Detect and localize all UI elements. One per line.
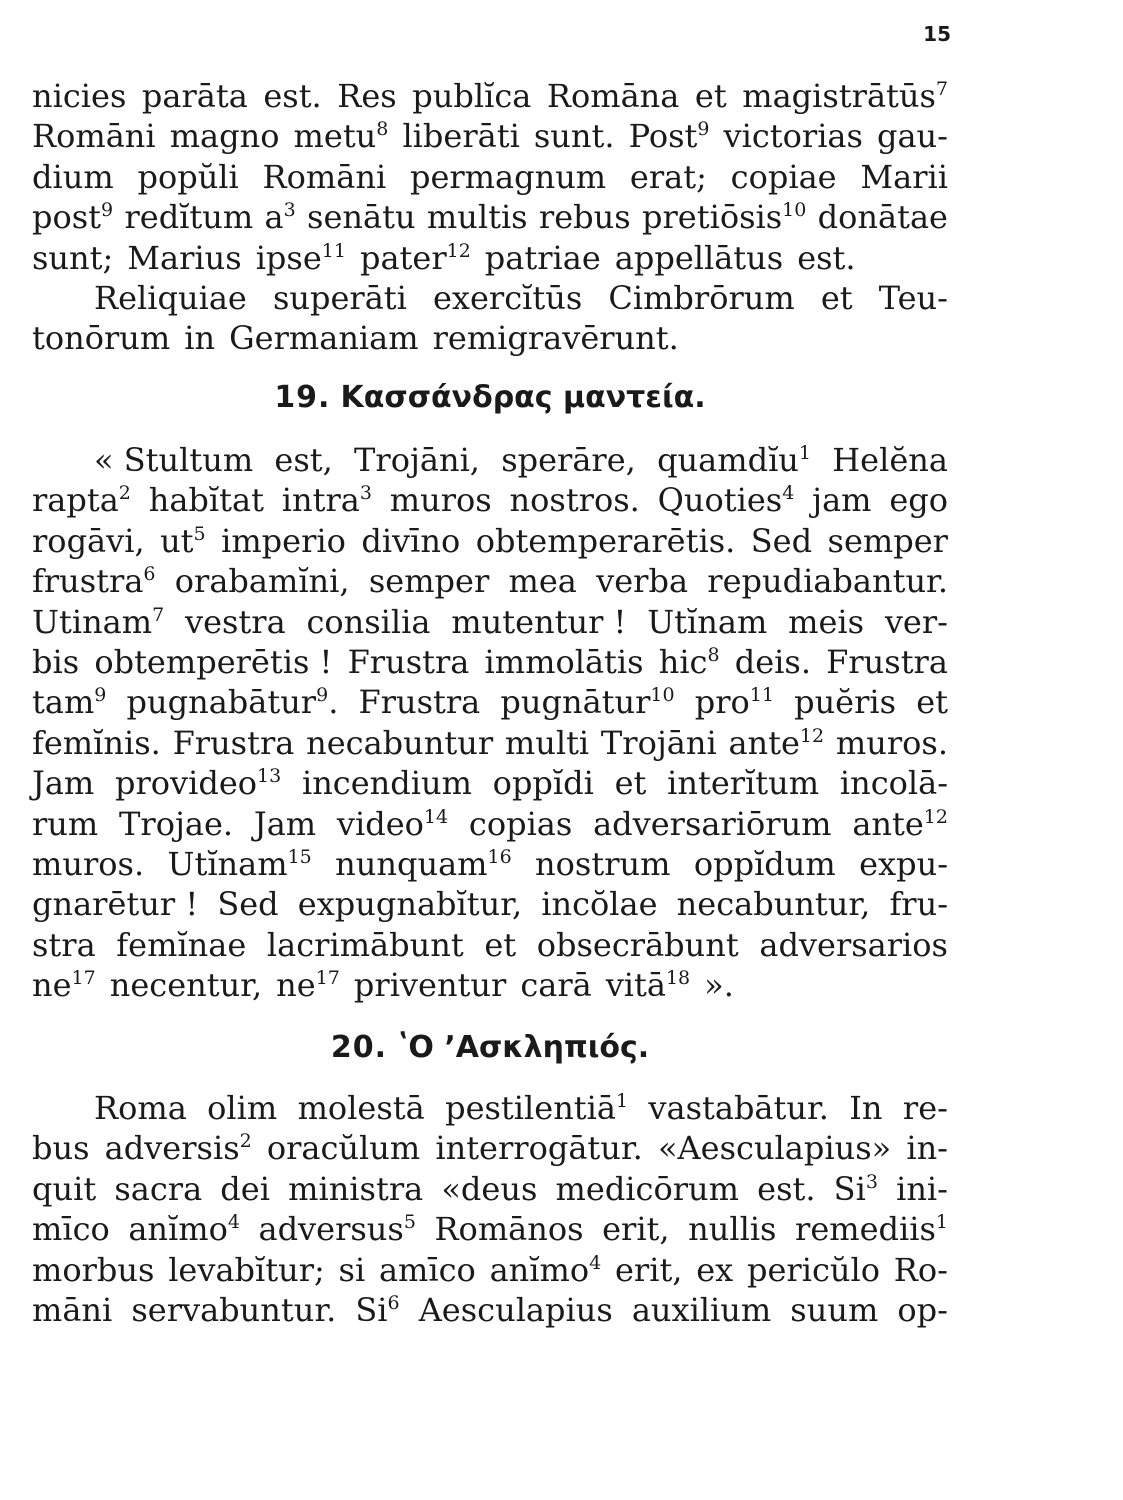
word: est, bbox=[274, 441, 333, 479]
text-line bbox=[32, 682, 948, 722]
text-line bbox=[32, 1250, 948, 1290]
word: muros. bbox=[32, 844, 145, 883]
word: semper bbox=[827, 521, 948, 560]
word: ex bbox=[696, 1250, 734, 1289]
word: intra$^3$ bbox=[281, 481, 372, 520]
word: re- bbox=[902, 1089, 948, 1127]
word: olim bbox=[207, 1089, 278, 1127]
footnote-marker: 10 bbox=[650, 684, 675, 707]
word: permagnum bbox=[409, 157, 607, 196]
footnote-marker: 5 bbox=[193, 522, 206, 545]
word: tam$^9$ bbox=[32, 683, 107, 722]
word: vastabātur. bbox=[648, 1089, 829, 1127]
footnote-marker: 17 bbox=[71, 967, 96, 990]
word: quamdĭu$^1$ bbox=[657, 441, 811, 479]
footnote-marker: 6 bbox=[387, 1291, 400, 1314]
word: imperio bbox=[221, 521, 346, 560]
word: Teu- bbox=[878, 279, 948, 317]
word: expugnabĭtur, bbox=[297, 885, 523, 924]
word: dium bbox=[32, 157, 114, 196]
word: suum bbox=[790, 1290, 879, 1329]
word: Ro- bbox=[893, 1250, 948, 1289]
word: ipse$^{11}$ bbox=[255, 238, 346, 277]
word: senātu bbox=[307, 198, 416, 237]
word: rapta$^2$ bbox=[32, 481, 131, 520]
word: victorias bbox=[723, 117, 863, 156]
word: molestā bbox=[297, 1089, 425, 1127]
word: superāti bbox=[272, 279, 407, 317]
word: Romāna bbox=[546, 77, 680, 115]
text-line bbox=[32, 116, 948, 156]
text-block-1 bbox=[32, 76, 948, 278]
word: incŏlae bbox=[541, 885, 658, 924]
text-line bbox=[32, 804, 948, 844]
word: magno bbox=[169, 117, 280, 156]
word: adversariōrum bbox=[593, 804, 832, 843]
word: puĕris bbox=[794, 683, 897, 722]
word: necabuntur bbox=[306, 723, 494, 762]
word: adversarios bbox=[759, 925, 948, 964]
word: oppĭdi bbox=[492, 764, 594, 803]
word: Sed bbox=[750, 521, 813, 560]
word: rum bbox=[32, 804, 99, 843]
word: Sed bbox=[217, 885, 279, 924]
section-heading-19 bbox=[32, 378, 948, 418]
word: ante$^{12}$ bbox=[728, 723, 825, 762]
word: servabuntur. bbox=[131, 1290, 337, 1329]
word: et bbox=[820, 279, 853, 317]
footnote-marker: 1 bbox=[798, 442, 811, 464]
word: oppĭdum bbox=[693, 844, 836, 883]
word: nostrum bbox=[535, 844, 671, 883]
word: tonōrum bbox=[32, 319, 171, 358]
word: video$^{14}$ bbox=[336, 804, 449, 843]
word: post$^9$ bbox=[32, 198, 114, 237]
word: Frustra bbox=[172, 723, 295, 762]
word: bis bbox=[32, 642, 80, 681]
word: metu$^8$ bbox=[293, 117, 389, 156]
text-block-3 bbox=[32, 1088, 948, 1330]
footnote-marker: 1 bbox=[935, 1211, 948, 1234]
word: morbus bbox=[32, 1250, 155, 1289]
word: Trojāni bbox=[600, 723, 717, 762]
section-title-20: ʽΟ ʼΑσκληπιός. bbox=[396, 1030, 650, 1065]
word: Marii bbox=[860, 157, 948, 196]
word: pro$^{11}$ bbox=[694, 683, 774, 722]
word: si bbox=[338, 1250, 366, 1289]
word: rogāvi, bbox=[32, 521, 145, 560]
footnote-marker: 3 bbox=[865, 1170, 878, 1193]
footnote-marker: 18 bbox=[665, 967, 691, 990]
word: necentur, bbox=[109, 966, 263, 1005]
word: stra bbox=[32, 925, 96, 964]
word: Utinam$^7$ bbox=[32, 602, 165, 641]
word: in- bbox=[906, 1129, 948, 1168]
word: copias bbox=[468, 804, 573, 843]
word: vestra bbox=[184, 602, 286, 641]
word: erat; bbox=[629, 157, 707, 196]
text-line bbox=[32, 844, 948, 884]
text-line bbox=[32, 238, 948, 278]
text-line bbox=[32, 1169, 948, 1209]
text-line bbox=[32, 602, 948, 642]
word: carā bbox=[520, 966, 592, 1005]
word: obsecrābunt bbox=[536, 925, 739, 964]
word: magistrātūs$^7$ bbox=[742, 77, 948, 115]
text-line bbox=[32, 440, 948, 480]
text-line bbox=[32, 763, 948, 803]
footnote-marker: 13 bbox=[257, 765, 282, 788]
word: consilia bbox=[306, 602, 431, 641]
word: Utĭnam bbox=[647, 602, 768, 641]
word: repudiabantur. bbox=[707, 562, 948, 601]
word: Trojae. bbox=[119, 804, 234, 843]
word: pater$^{12}$ bbox=[359, 238, 471, 277]
text-line bbox=[32, 278, 948, 318]
word: erit, bbox=[602, 1210, 670, 1249]
word: necabuntur, bbox=[676, 885, 871, 924]
footnote-marker: 12 bbox=[446, 239, 471, 262]
word: gnarētur ! bbox=[32, 885, 199, 924]
footnote-marker: 9 bbox=[101, 199, 114, 222]
page-number: 15 bbox=[923, 22, 951, 46]
word: erit, bbox=[614, 1250, 683, 1289]
word: levabĭtur; bbox=[168, 1250, 325, 1289]
text-line bbox=[32, 521, 948, 561]
footnote-marker: 10 bbox=[782, 199, 807, 222]
word: Post$^9$ bbox=[628, 117, 710, 156]
footnote-marker: 4 bbox=[227, 1211, 240, 1234]
text-line bbox=[32, 1128, 948, 1168]
footnote-marker: 12 bbox=[799, 724, 825, 747]
word: Si$^3$ bbox=[833, 1169, 878, 1208]
word: rebus bbox=[538, 198, 631, 237]
word: $ut^5$ bbox=[160, 521, 206, 560]
word: $ne^{17}$ bbox=[276, 966, 340, 1005]
word: verba bbox=[596, 562, 689, 601]
footnote-marker: 9 bbox=[316, 684, 329, 707]
word: $a^3$ bbox=[264, 198, 296, 237]
word: pretiōsis$^{10}$ bbox=[642, 198, 807, 237]
text-line bbox=[32, 1088, 948, 1128]
word: nullis bbox=[688, 1210, 777, 1249]
text-line bbox=[32, 1290, 948, 1330]
word: et bbox=[614, 764, 647, 803]
word: remediis$^1$ bbox=[795, 1210, 948, 1249]
word: quit bbox=[32, 1169, 97, 1208]
text-line bbox=[32, 197, 948, 237]
footnote-marker: 7 bbox=[935, 78, 948, 100]
word: amīco bbox=[378, 1250, 476, 1289]
word: interrogātur. bbox=[435, 1129, 643, 1168]
word: Si$^6$ bbox=[355, 1290, 400, 1329]
word: Jam bbox=[253, 804, 317, 843]
word: et bbox=[694, 77, 727, 115]
footnote-marker: 1 bbox=[615, 1090, 629, 1112]
word: anĭmo$^4$ bbox=[128, 1210, 240, 1249]
word: incendium bbox=[301, 764, 472, 803]
word: Frustra bbox=[347, 642, 470, 681]
word: Marius bbox=[127, 238, 242, 277]
word: Helĕna bbox=[832, 441, 948, 479]
word: et bbox=[484, 925, 517, 964]
footnote-marker: 3 bbox=[283, 199, 296, 222]
word: pugnabātur$^9$. bbox=[126, 683, 339, 722]
word: Romāni bbox=[262, 157, 387, 196]
word: Trojāni, bbox=[354, 441, 480, 479]
word: gau- bbox=[876, 117, 948, 156]
word: Frustra bbox=[826, 642, 948, 681]
word: femĭnae bbox=[116, 925, 247, 964]
text-block-1-paragraph-2 bbox=[32, 278, 948, 359]
word: semper bbox=[368, 562, 490, 601]
section-title-19: Κασσάνδρας μαντεία. bbox=[340, 380, 706, 415]
footnote-marker: 4 bbox=[589, 1251, 602, 1274]
word: redĭtum bbox=[124, 198, 254, 237]
word: adversus$^5$ bbox=[258, 1210, 416, 1249]
word: divīno bbox=[361, 521, 461, 560]
word: adversis$^2$ bbox=[104, 1129, 252, 1168]
footnote-marker: 2 bbox=[118, 482, 131, 505]
word: vitā$^{18}$ bbox=[605, 966, 691, 1005]
word: nicies bbox=[32, 77, 127, 115]
word: meis bbox=[788, 602, 865, 641]
word: appellātus bbox=[614, 238, 784, 277]
word: sunt. bbox=[533, 117, 615, 156]
word: Utĭnam$^{15}$ bbox=[167, 844, 312, 883]
word: op- bbox=[897, 1290, 948, 1329]
word: Germaniam bbox=[229, 319, 419, 358]
word: expu- bbox=[859, 844, 948, 883]
word: Reliquiae bbox=[94, 279, 247, 317]
word: orabamĭni, bbox=[174, 562, 350, 601]
word: est. bbox=[263, 77, 322, 115]
word: et bbox=[916, 683, 948, 722]
word: multis bbox=[426, 198, 528, 237]
word: $ne^{17}$ bbox=[32, 966, 96, 1005]
word: ». bbox=[704, 966, 734, 1005]
footnote-marker: 8 bbox=[707, 643, 720, 666]
word: ego bbox=[889, 481, 948, 520]
word: māni bbox=[32, 1290, 113, 1329]
word: provideo$^{13}$ bbox=[114, 764, 282, 803]
section-number-20: 20. bbox=[330, 1030, 387, 1065]
word: pericŭlo bbox=[746, 1250, 880, 1289]
footnote-marker: 11 bbox=[321, 239, 346, 262]
word: Quoties$^4$ bbox=[657, 481, 795, 520]
word: sperāre, bbox=[501, 441, 636, 479]
word: ini- bbox=[896, 1169, 948, 1208]
text-line bbox=[32, 480, 948, 520]
word: pestilentiā$^1$ bbox=[445, 1089, 629, 1127]
word: immolātis bbox=[484, 642, 644, 681]
word: patriae bbox=[484, 238, 601, 277]
word: obtemperarētis. bbox=[475, 521, 736, 560]
footnote-marker: 4 bbox=[782, 482, 795, 505]
word: muros bbox=[389, 481, 492, 520]
footnote-marker: 7 bbox=[152, 603, 165, 626]
word: mīco bbox=[32, 1210, 110, 1249]
word: «deus bbox=[441, 1169, 538, 1208]
section-number-19: 19. bbox=[274, 380, 331, 415]
word: est. bbox=[797, 238, 856, 277]
word: donātae bbox=[817, 198, 948, 237]
word: ante$^{12}$ bbox=[852, 804, 948, 843]
word: ver- bbox=[884, 602, 948, 641]
footnote-marker: 9 bbox=[94, 684, 107, 707]
footnote-marker: 8 bbox=[376, 118, 389, 141]
word: Res bbox=[337, 77, 397, 115]
text-line bbox=[32, 561, 948, 601]
word: fru- bbox=[889, 885, 948, 924]
word: ministra bbox=[288, 1169, 424, 1208]
footnote-marker: 9 bbox=[697, 118, 710, 141]
word: nunquam$^{16}$ bbox=[335, 844, 512, 883]
word: auxilium bbox=[631, 1290, 772, 1329]
word: publĭca bbox=[412, 77, 532, 115]
word: «Aesculapius» bbox=[657, 1129, 892, 1168]
footnote-marker: 11 bbox=[749, 684, 774, 707]
word: dei bbox=[220, 1169, 270, 1208]
footnote-marker: 14 bbox=[423, 805, 449, 828]
footnote-marker: 3 bbox=[359, 482, 372, 505]
word: muros. bbox=[835, 723, 948, 762]
word: jam bbox=[812, 481, 872, 520]
text-line bbox=[32, 884, 948, 924]
word: copiae bbox=[730, 157, 837, 196]
word: parāta bbox=[141, 77, 248, 115]
word: est. bbox=[757, 1169, 816, 1208]
word: Cimbrōrum bbox=[608, 279, 795, 317]
word: Frustra bbox=[358, 683, 481, 722]
word: priventur bbox=[353, 966, 507, 1005]
text-line bbox=[32, 318, 948, 358]
footnote-marker: 2 bbox=[239, 1130, 252, 1153]
word: In bbox=[849, 1089, 883, 1127]
word: lacrimābunt bbox=[266, 925, 464, 964]
word: exercĭtūs bbox=[432, 279, 583, 317]
word: interĭtum bbox=[667, 764, 820, 803]
word: femĭnis. bbox=[32, 723, 161, 762]
footnote-marker: 16 bbox=[487, 845, 512, 868]
word: oracŭlum bbox=[266, 1129, 421, 1168]
word: hic$^8$ bbox=[658, 642, 720, 681]
word: obtemperētis ! bbox=[94, 642, 333, 681]
footnote-marker: 12 bbox=[923, 805, 948, 828]
text-line bbox=[32, 157, 948, 197]
text-line bbox=[32, 642, 948, 682]
text-line bbox=[32, 925, 948, 965]
word: popŭli bbox=[137, 157, 239, 196]
word: Romāni bbox=[32, 117, 156, 156]
word: medicōrum bbox=[555, 1169, 739, 1208]
footnote-marker: 17 bbox=[315, 967, 340, 990]
word: pugnātur$^{10}$ bbox=[500, 683, 675, 722]
footnote-marker: 6 bbox=[143, 563, 156, 586]
text-block-2 bbox=[32, 440, 948, 1005]
word: sunt; bbox=[32, 238, 114, 277]
word: mea bbox=[508, 562, 577, 601]
word: Romānos bbox=[434, 1210, 584, 1249]
footnote-marker: 15 bbox=[287, 845, 312, 868]
section-heading-20 bbox=[32, 1028, 948, 1068]
word: frustra$^6$ bbox=[32, 562, 156, 601]
word: Aesculapius bbox=[418, 1290, 613, 1329]
word: sacra bbox=[114, 1169, 203, 1208]
text-line bbox=[32, 1209, 948, 1249]
text-line bbox=[32, 965, 948, 1005]
word: Roma bbox=[94, 1089, 187, 1127]
word: multi bbox=[504, 723, 590, 762]
word: nostros. bbox=[509, 481, 640, 520]
word: mutentur ! bbox=[451, 602, 627, 641]
word: liberāti bbox=[402, 117, 520, 156]
word: deis. bbox=[734, 642, 811, 681]
word: anĭmo$^4$ bbox=[489, 1250, 602, 1289]
word: habĭtat bbox=[148, 481, 264, 520]
footnote-marker: 5 bbox=[403, 1211, 416, 1234]
word: remigravērunt. bbox=[432, 319, 679, 358]
word: bus bbox=[32, 1129, 90, 1168]
text-line bbox=[32, 723, 948, 763]
word: in bbox=[184, 319, 216, 358]
word: « Stultum bbox=[94, 441, 254, 479]
word: incolā- bbox=[839, 764, 948, 803]
word: Jam bbox=[32, 764, 95, 803]
text-line bbox=[32, 76, 948, 116]
